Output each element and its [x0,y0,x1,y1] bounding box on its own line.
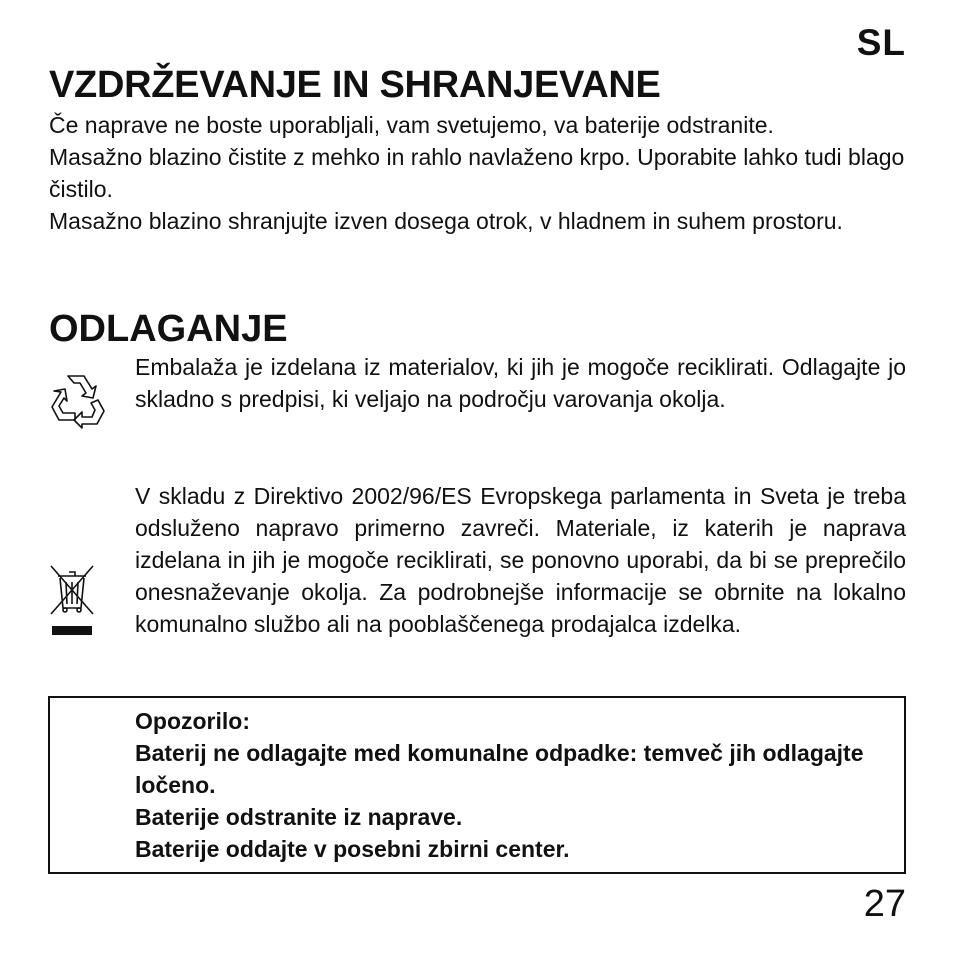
weee-paragraph: V skladu z Direktivo 2002/96/ES Evropskega parlamenta in Sveta je treba odsluženo napravo primerno zavreči. Materiale, iz katerih je naprava izdelana in jih je mogoče reciklirati, se ponovno uporabi, da bi se preprečilo onesnaževanje okolja. Za podrobnejše informacije se obrnite na lokalno komunalno službo ali na pooblaščenega prodajalca izdelka. [135,483,906,637]
storage-paragraph-2: Masažno blazino čistite z mehko in rahlo navlaženo krpo. Uporabite lahko tudi blago čistilo. [49,144,905,202]
warning-line-3: Baterije oddajte v posebni zbirni center. [135,836,570,862]
recycle-icon [46,372,108,430]
page-number: 27 [863,883,906,925]
crossed-bin-icon [48,562,96,638]
packaging-paragraph: Embalaža je izdelana iz materialov, ki jih je mogoče reciklirati. Odlagajte jo skladno s predpisi, ki veljajo na področju varovanja okolja. [135,354,906,412]
storage-paragraph-3: Masažno blazino shranjujte izven dosega otrok, v hladnem in suhem prostoru. [49,208,843,234]
warning-line-1: Baterij ne odlagajte med komunalne odpadke: temveč jih odlagajte ločeno. [135,740,864,798]
disposal-heading: ODLAGANJE [49,308,288,350]
storage-paragraph-1: Če naprave ne boste uporabljali, vam svetujemo, va baterije odstranite. [49,112,774,138]
warning-heading: Opozorilo: [135,708,250,734]
storage-heading: VZDRŽEVANJE IN SHRANJEVANE [49,64,661,106]
language-code: SL [856,22,906,63]
warning-line-2: Baterije odstranite iz naprave. [135,804,463,830]
